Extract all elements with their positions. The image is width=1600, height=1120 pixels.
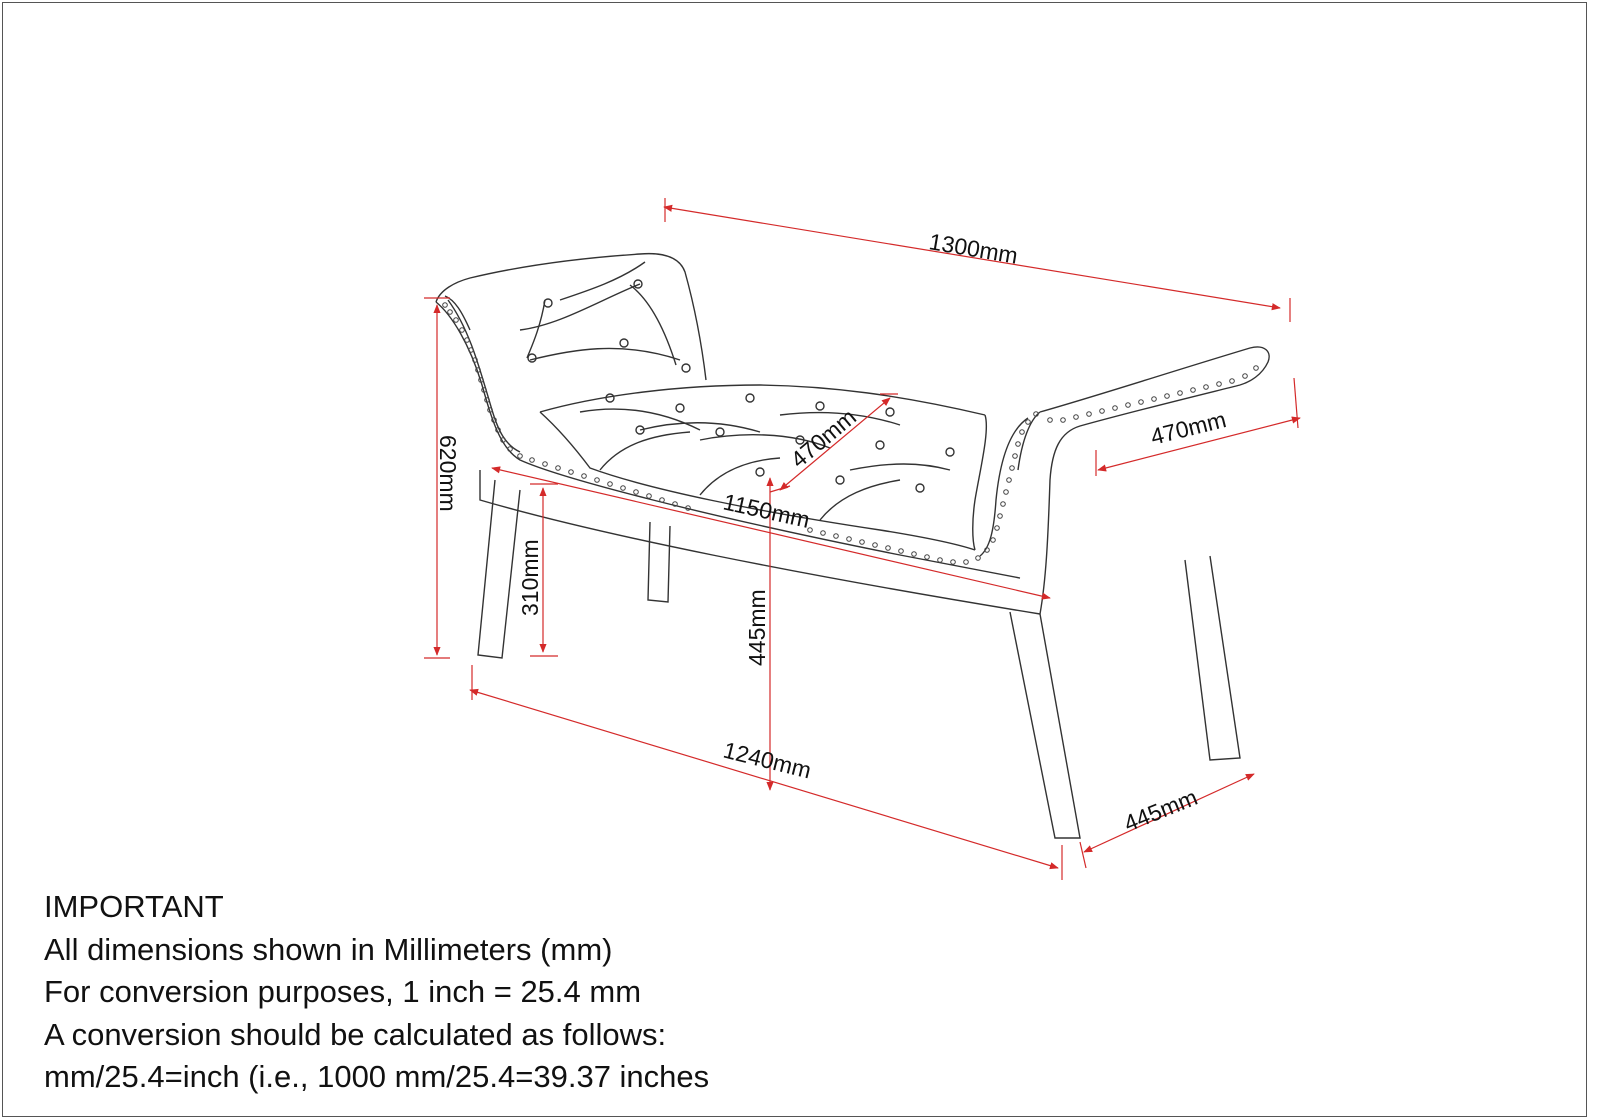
dimension-lines: [424, 198, 1300, 880]
label-overall-width: 1300mm: [927, 228, 1020, 269]
dim-leg-span-width-line: [470, 690, 1058, 868]
label-leg-height: 310mm: [517, 539, 543, 616]
notes-heading: IMPORTANT: [44, 889, 224, 924]
notes-line-1: All dimensions shown in Millimeters (mm): [44, 931, 613, 967]
notes-line-2: For conversion purposes, 1 inch = 25.4 mm: [44, 974, 642, 1009]
leg-front-right: [1010, 612, 1080, 838]
dim-seat-width-line: [492, 468, 1050, 598]
label-seat-depth: 470mm: [785, 403, 861, 473]
right-arm-inner: [980, 418, 1028, 556]
important-notes: [44, 886, 709, 1099]
seat-right-side: [973, 415, 987, 550]
leg-front-left: [478, 480, 520, 658]
label-overall-height: 620mm: [435, 435, 461, 512]
left-arm-front: [436, 302, 1020, 578]
notes-line-4: mm/25.4=inch (i.e., 1000 mm/25.4=39.37 inches: [44, 1059, 710, 1094]
notes-line-3: A conversion should be calculated as follows:: [44, 1016, 667, 1052]
leg-back-left: [648, 522, 670, 602]
label-leg-span-width: 1240mm: [720, 736, 814, 784]
label-seat-height: 445mm: [744, 589, 770, 666]
left-arm-inner: [448, 300, 520, 452]
leg-back-right: [1185, 556, 1240, 760]
right-arm: [1040, 347, 1269, 412]
label-leg-span-depth: 445mm: [1120, 783, 1201, 837]
label-seat-width: 1150mm: [720, 488, 813, 533]
bench-outline: [436, 254, 1269, 838]
label-arm-depth: 470mm: [1147, 406, 1229, 450]
